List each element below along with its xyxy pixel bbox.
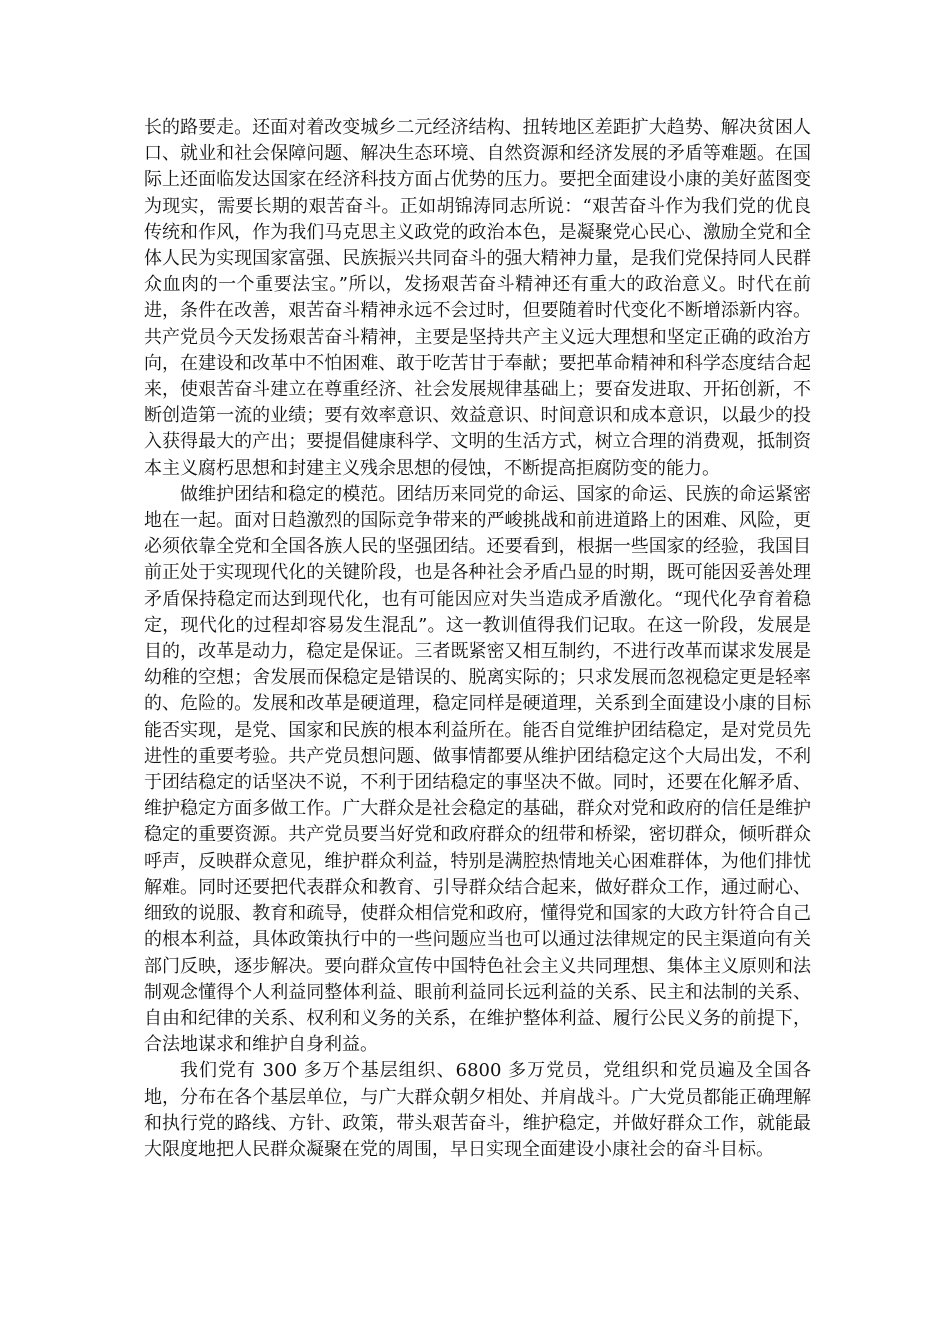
paragraph-unity-stability: 做维护团结和稳定的模范。团结历来同党的命运、国家的命运、民族的命运紧密地在一起。面对日趋激烈的国际竞争带来的严峻挑战和前进道路上的困难、风险，更必须依靠全党和全国各族人民的坚强团结。还要看到，根据一些国家的经验，我国目前正处于实现现代化的关键阶段，也是各种社会矛盾凸显的时期，既可能因妥善处理矛盾保持稳定而达到现代化，也有可能因应对失当造成矛盾激化。“现代化孕育着稳定，现代化的过程却容易发生混乱”。这一教训值得我们记取。在这一阶段，发展是目的，改革是动力，稳定是保证。三者既紧密又相互制约，不进行改革而谋求发展是幼稚的空想；舍发展而保稳定是错误的、脱离实际的；只求发展而忽视稳定更是轻率的、危险的。发展和改革是硬道理，稳定同样是硬道理，关系到全面建设小康的目标能否实现，是党、国家和民族的根本利益所在。能否自觉维护团结稳定，是对党员先进性的重要考验。共产党员想问题、做事情都要从维护团结稳定这个大局出发，不利于团结稳定的话坚决不说，不利于团结稳定的事坚决不做。同时，还要在化解矛盾、维护稳定方面多做工作。广大群众是社会稳定的基础，群众对党和政府的信任是维护稳定的重要资源。共产党员要当好党和政府群众的纽带和桥梁，密切群众，倾听群众呼声，反映群众意见，维护群众利益，特别是满腔热情地关心困难群体，为他们排忧解难。同时还要把代表群众和教育、引导群众结合起来，做好群众工作，通过耐心、细致的说服、教育和疏导，使群众相信党和政府，懂得党和国家的大政方针符合自己的根本利益，具体政策执行中的一些问题应当也可以通过法律规定的民主渠道向有关部门反映，逐步解决。要向群众宣传中国特色社会主义共同理想、集体主义原则和法制观念懂得个人利益同整体利益、眼前利益同长远利益的关系、民主和法制的关系、自由和纪律的关系、权利和义务的关系，在维护整体利益、履行公民义务的前提下，合法地谋求和维护自身利益。 <box>144 483 811 1056</box>
paragraph-continued: 长的路要走。还面对着改变城乡二元经济结构、扭转地区差距扩大趋势、解决贫困人口、就业和社会保障问题、解决生态环境、自然资源和经济发展的矛盾等难题。在国际上还面临发达国家在经济科技方面占优势的压力。要把全面建设小康的美好蓝图变为现实，需要长期的艰苦奋斗。正如胡锦涛同志所说：“艰苦奋斗作为我们党的优良传统和作风，作为我们马克思主义政党的政治本色，是凝聚党心民心、激励全党和全体人民为实现国家富强、民族振兴共同奋斗的强大精神力量，是我们党保持同人民群众血肉的一个重要法宝。”所以，发扬艰苦奋斗精神还有重大的政治意义。时代在前进，条件在改善，艰苦奋斗精神永远不会过时，但要随着时代变化不断增添新内容。共产党员今天发扬艰苦奋斗精神，主要是坚持共产主义远大理想和坚定正确的政治方向，在建设和改革中不怕困难、敢于吃苦甘于奉献；要把革命精神和科学态度结合起来，使艰苦奋斗建立在尊重经济、社会发展规律基础上；要奋发进取、开拓创新，不断创造第一流的业绩；要有效率意识、效益意识、时间意识和成本意识，以最少的投入获得最大的产出；要提倡健康科学、文明的生活方式，树立合理的消费观，抵制资本主义腐朽思想和封建主义残余思想的侵蚀，不断提高拒腐防变的能力。 <box>144 117 811 479</box>
document-page <box>144 115 811 1163</box>
paragraph-conclusion: 我们党有 300 多万个基层组织、6800 多万党员，党组织和党员遍及全国各地，分布在各个基层单位，与广大群众朝夕相处、并肩战斗。广大党员都能正确理解和执行党的路线、方针、政策，带头艰苦奋斗，维护稳定，并做好群众工作，就能最大限度地把人民群众凝聚在党的周围，早日实现全面建设小康社会的奋斗目标。 <box>144 1060 811 1160</box>
